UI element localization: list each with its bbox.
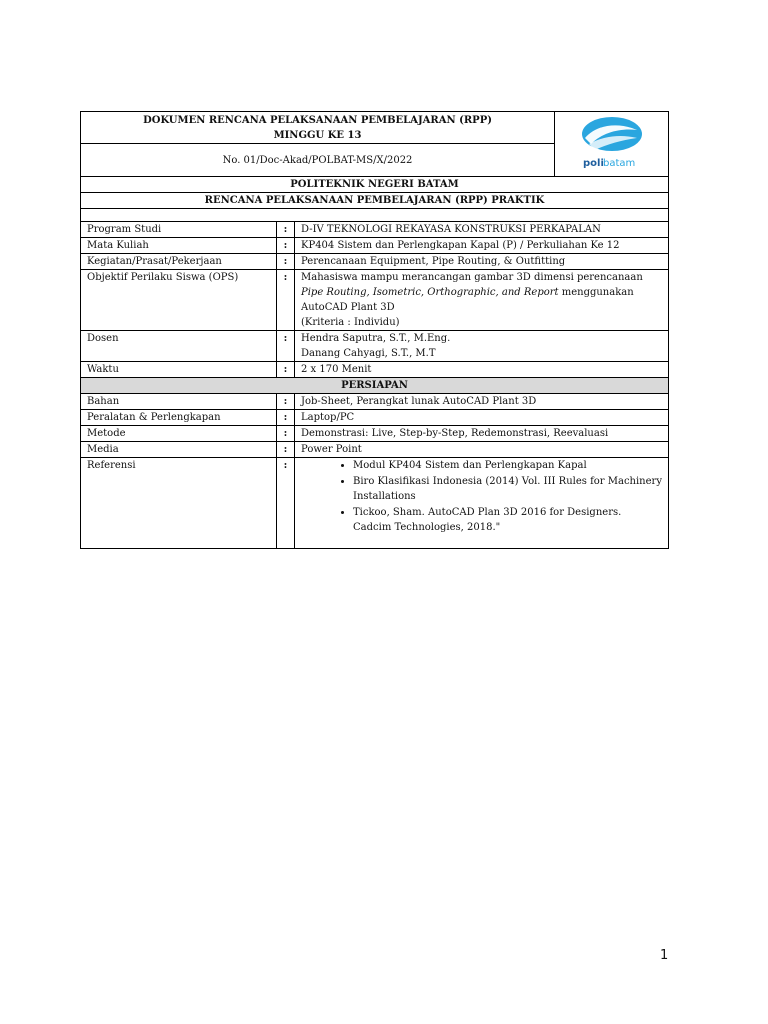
value-mata-kuliah: KP404 Sistem dan Perlengkapan Kapal (P) / Perkuliahan Ke 12 bbox=[295, 238, 669, 254]
value-program-studi: D-IV TEKNOLOGI REKAYASA KONSTRUKSI PERKAPALAN bbox=[295, 222, 669, 238]
row-kegiatan bbox=[81, 254, 669, 270]
page-number: 1 bbox=[660, 948, 669, 963]
section-persiapan: PERSIAPAN bbox=[81, 378, 669, 394]
colon: : bbox=[277, 222, 295, 238]
value-objektif bbox=[295, 270, 669, 331]
label-referensi: Referensi bbox=[81, 458, 277, 549]
objektif-text-italic: Pipe Routing, Isometric, Orthographic, and Report bbox=[301, 287, 559, 298]
colon: : bbox=[277, 394, 295, 410]
row-metode bbox=[81, 426, 669, 442]
colon: : bbox=[277, 362, 295, 378]
title-line-1: DOKUMEN RENCANA PELAKSANAAN PEMBELAJARAN (RPP) bbox=[143, 115, 492, 126]
row-referensi bbox=[81, 458, 669, 549]
row-peralatan bbox=[81, 410, 669, 426]
label-dosen: Dosen bbox=[81, 331, 277, 362]
objektif-text bbox=[301, 270, 662, 315]
value-referensi bbox=[295, 458, 669, 549]
logo-text-suffix: batam bbox=[602, 157, 635, 169]
value-dosen bbox=[295, 331, 669, 362]
value-bahan: Job-Sheet, Perangkat lunak AutoCAD Plant 3D bbox=[295, 394, 669, 410]
value-kegiatan: Perencanaan Equipment, Pipe Routing, & Outfitting bbox=[295, 254, 669, 270]
dosen-2: Danang Cahyagi, S.T., M.T bbox=[301, 348, 436, 359]
institution-row bbox=[81, 177, 669, 193]
spacer-cell bbox=[81, 209, 669, 222]
label-kegiatan: Kegiatan/Prasat/Pekerjaan bbox=[81, 254, 277, 270]
label-peralatan: Peralatan & Perlengkapan bbox=[81, 410, 277, 426]
label-bahan: Bahan bbox=[81, 394, 277, 410]
row-program-studi bbox=[81, 222, 669, 238]
colon: : bbox=[277, 442, 295, 458]
objektif-text-part1: Mahasiswa mampu merancangan gambar 3D dimensi perencanaan bbox=[301, 272, 643, 283]
colon: : bbox=[277, 238, 295, 254]
row-mata-kuliah bbox=[81, 238, 669, 254]
spacer-row bbox=[81, 209, 669, 222]
value-media: Power Point bbox=[295, 442, 669, 458]
label-program-studi: Program Studi bbox=[81, 222, 277, 238]
colon: : bbox=[277, 254, 295, 270]
logo-text-prefix: poli bbox=[582, 157, 604, 169]
list-item: • Biro Klasifikasi Indonesia (2014) Vol. III Rules for Machinery Installations bbox=[353, 474, 662, 504]
row-dosen bbox=[81, 331, 669, 362]
list-item: • Modul KP404 Sistem dan Perlengkapan Kapal bbox=[353, 458, 662, 473]
objektif-text-part2: menggunakan AutoCAD Plant 3D bbox=[301, 287, 634, 313]
colon: : bbox=[277, 331, 295, 362]
colon: : bbox=[277, 426, 295, 442]
subtitle-row bbox=[81, 193, 669, 209]
row-media bbox=[81, 442, 669, 458]
label-objektif: Objektif Perilaku Siswa (OPS) bbox=[81, 270, 277, 331]
colon: : bbox=[277, 270, 295, 331]
list-item: • Tickoo, Sham. AutoCAD Plan 3D 2016 for Designers. Cadcim Technologies, 2018." bbox=[353, 505, 662, 535]
row-waktu bbox=[81, 362, 669, 378]
title-line-2: MINGGU KE 13 bbox=[273, 130, 362, 141]
rpp-document bbox=[80, 111, 668, 549]
value-waktu: 2 x 170 Menit bbox=[295, 362, 669, 378]
value-peralatan: Laptop/PC bbox=[295, 410, 669, 426]
colon: : bbox=[277, 410, 295, 426]
logo-cell bbox=[555, 112, 669, 177]
value-metode: Demonstrasi: Live, Step-by-Step, Redemonstrasi, Reevaluasi bbox=[295, 426, 669, 442]
colon: : bbox=[277, 458, 295, 549]
label-mata-kuliah: Mata Kuliah bbox=[81, 238, 277, 254]
referensi-list bbox=[301, 458, 662, 535]
objektif-kriteria: (Kriteria : Individu) bbox=[301, 317, 400, 328]
label-metode: Metode bbox=[81, 426, 277, 442]
section-persiapan-row bbox=[81, 378, 669, 394]
label-media: Media bbox=[81, 442, 277, 458]
row-bahan bbox=[81, 394, 669, 410]
label-waktu: Waktu bbox=[81, 362, 277, 378]
polibatam-logo bbox=[577, 114, 647, 170]
institution-name: POLITEKNIK NEGERI BATAM bbox=[81, 177, 669, 193]
header-row-title bbox=[81, 112, 669, 144]
rpp-table bbox=[80, 111, 669, 549]
doc-number: No. 01/Doc-Akad/POLBAT-MS/X/2022 bbox=[81, 144, 555, 177]
document-title bbox=[81, 112, 555, 144]
row-objektif bbox=[81, 270, 669, 331]
dosen-1: Hendra Saputra, S.T., M.Eng. bbox=[301, 333, 451, 344]
rpp-subtitle: RENCANA PELAKSANAAN PEMBELAJARAN (RPP) PRAKTIK bbox=[81, 193, 669, 209]
